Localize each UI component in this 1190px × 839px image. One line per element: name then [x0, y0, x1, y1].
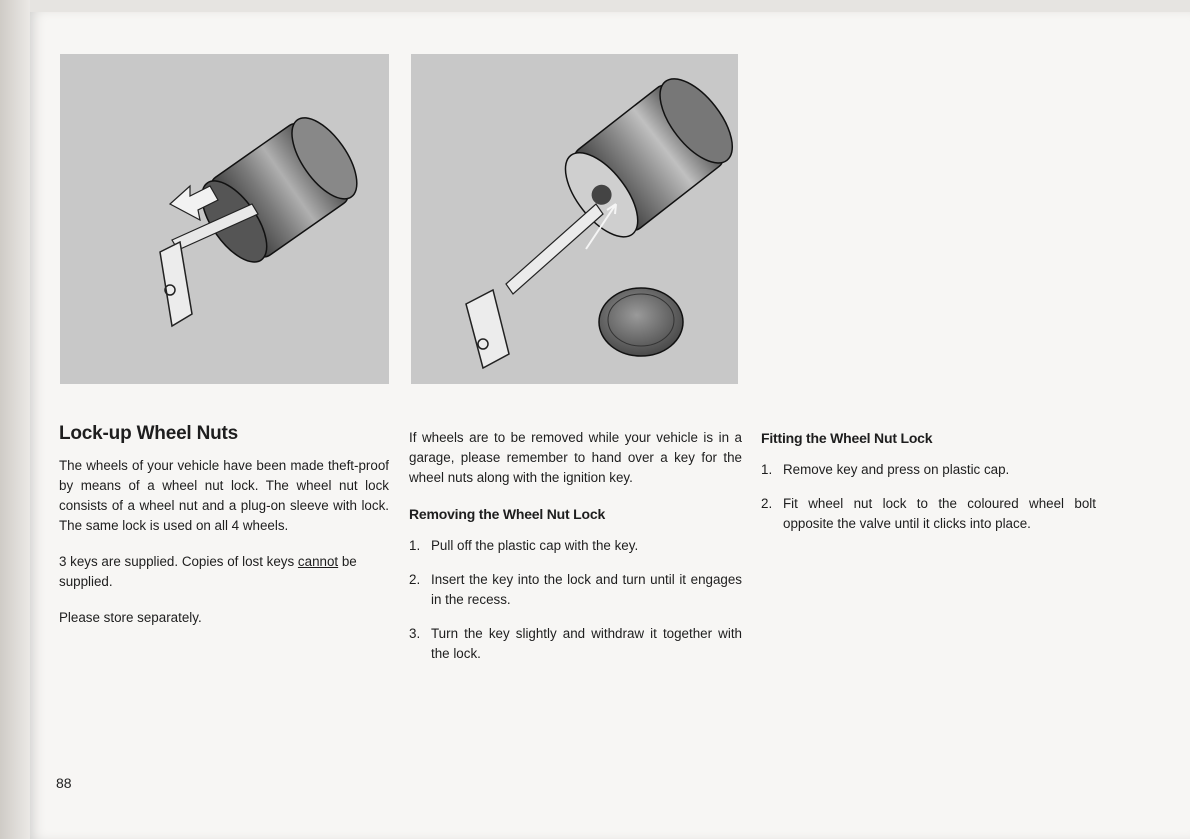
fitting-steps-list	[761, 460, 1096, 534]
section-title-removing: Removing the Wheel Nut Lock	[409, 506, 606, 522]
removing-steps-list	[409, 536, 742, 664]
step-number: 1.	[761, 462, 773, 477]
paragraph-garage-note: If wheels are to be removed while your vehicle is in a garage, please remember to hand over a key for the wheel nuts along with the ignition key.	[409, 430, 742, 485]
list-item	[761, 460, 1096, 480]
key-insert-illustration	[60, 54, 389, 384]
column-removing-lock	[409, 428, 742, 678]
step-text: Fit wheel nut lock to the coloured wheel bolt opposite the valve until it clicks into place.	[783, 496, 1096, 531]
key-and-cap-illustration	[411, 54, 738, 384]
section-title-fitting: Fitting the Wheel Nut Lock	[761, 430, 933, 446]
keys-text-end: be supplied.	[59, 554, 357, 589]
paragraph-store-separately: Please store separately.	[59, 610, 202, 625]
step-number: 1.	[409, 538, 421, 553]
step-number: 2.	[761, 496, 773, 511]
step-number: 3.	[409, 626, 421, 641]
list-item	[409, 536, 742, 556]
key-cap-drawing	[411, 54, 738, 384]
column-fitting-lock	[761, 428, 1096, 548]
keys-text-start: 3 keys are supplied. Copies of lost keys	[59, 554, 298, 569]
step-text: Pull off the plastic cap with the key.	[431, 538, 639, 553]
paragraph-theft-proof: The wheels of your vehicle have been made theft-proof by means of a wheel nut lock. The wheel nut lock consists of a wheel nut and a plug-on sleeve with lock. The same lock is used on all 4 wheels.	[59, 458, 389, 533]
key-insert-drawing	[60, 54, 389, 384]
keys-text-underlined: cannot	[297, 554, 339, 569]
page-number: 88	[56, 775, 72, 791]
step-text: Remove key and press on plastic cap.	[783, 462, 1010, 477]
step-number: 2.	[409, 572, 421, 587]
list-item	[761, 494, 1096, 534]
book-binding	[0, 0, 30, 839]
step-text: Turn the key slightly and withdraw it together with the lock.	[431, 626, 742, 661]
list-item	[409, 624, 742, 664]
list-item	[409, 570, 742, 610]
section-title-lockup-wheel-nuts: Lock-up Wheel Nuts	[59, 423, 239, 444]
column-lockup-wheel-nuts	[59, 424, 389, 644]
paragraph-keys-supplied	[59, 552, 389, 592]
step-text: Insert the key into the lock and turn until it engages in the recess.	[431, 572, 742, 607]
